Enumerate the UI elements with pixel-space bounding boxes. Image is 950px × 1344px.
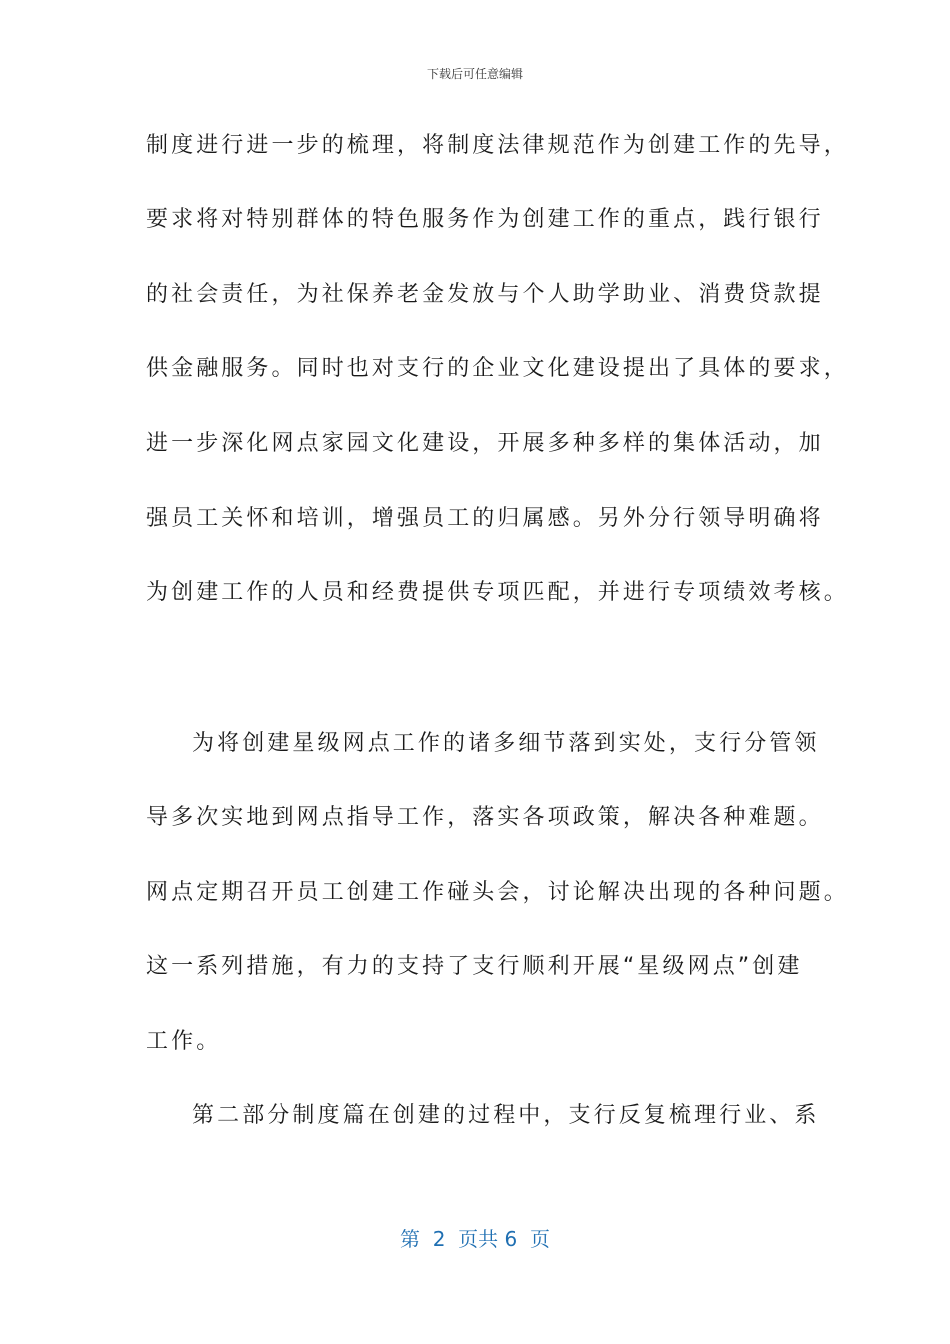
paragraph-line: 制度进行进一步的梳理，将制度法律规范作为创建工作的先导， bbox=[146, 133, 849, 158]
paragraph-line: 网点定期召开员工创建工作碰头会，讨论解决出现的各种问题。 bbox=[146, 880, 849, 905]
paragraph-line: 供金融服务。同时也对支行的企业文化建设提出了具体的要求， bbox=[146, 356, 849, 381]
paragraph-line: 强员工关怀和培训，增强员工的归属感。另外分行领导明确将 bbox=[146, 506, 824, 531]
page-footer: 第 2 页共 6 页 bbox=[400, 1227, 550, 1251]
paragraph-line: 工作。 bbox=[146, 1029, 222, 1054]
paragraph-line: 为将创建星级网点工作的诸多细节落到实处，支行分管领 bbox=[192, 731, 820, 756]
page-header: 下载后可任意编辑 bbox=[426, 67, 523, 81]
paragraph-line: 为创建工作的人员和经费提供专项匹配，并进行专项绩效考核。 bbox=[146, 580, 849, 605]
paragraph-line: 导多次实地到网点指导工作，落实各项政策，解决各种难题。 bbox=[146, 805, 824, 830]
paragraph-line: 进一步深化网点家园文化建设，开展多种多样的集体活动，加 bbox=[146, 431, 824, 456]
paragraph-line: 这一系列措施，有力的支持了支行顺利开展“星级网点”创建 bbox=[146, 954, 803, 979]
paragraph-line: 第二部分制度篇在创建的过程中，支行反复梳理行业、系 bbox=[192, 1103, 820, 1128]
paragraph-line: 的社会责任，为社保养老金发放与个人助学助业、消费贷款提 bbox=[146, 282, 824, 307]
paragraph-line: 要求将对特别群体的特色服务作为创建工作的重点，践行银行 bbox=[146, 207, 824, 232]
